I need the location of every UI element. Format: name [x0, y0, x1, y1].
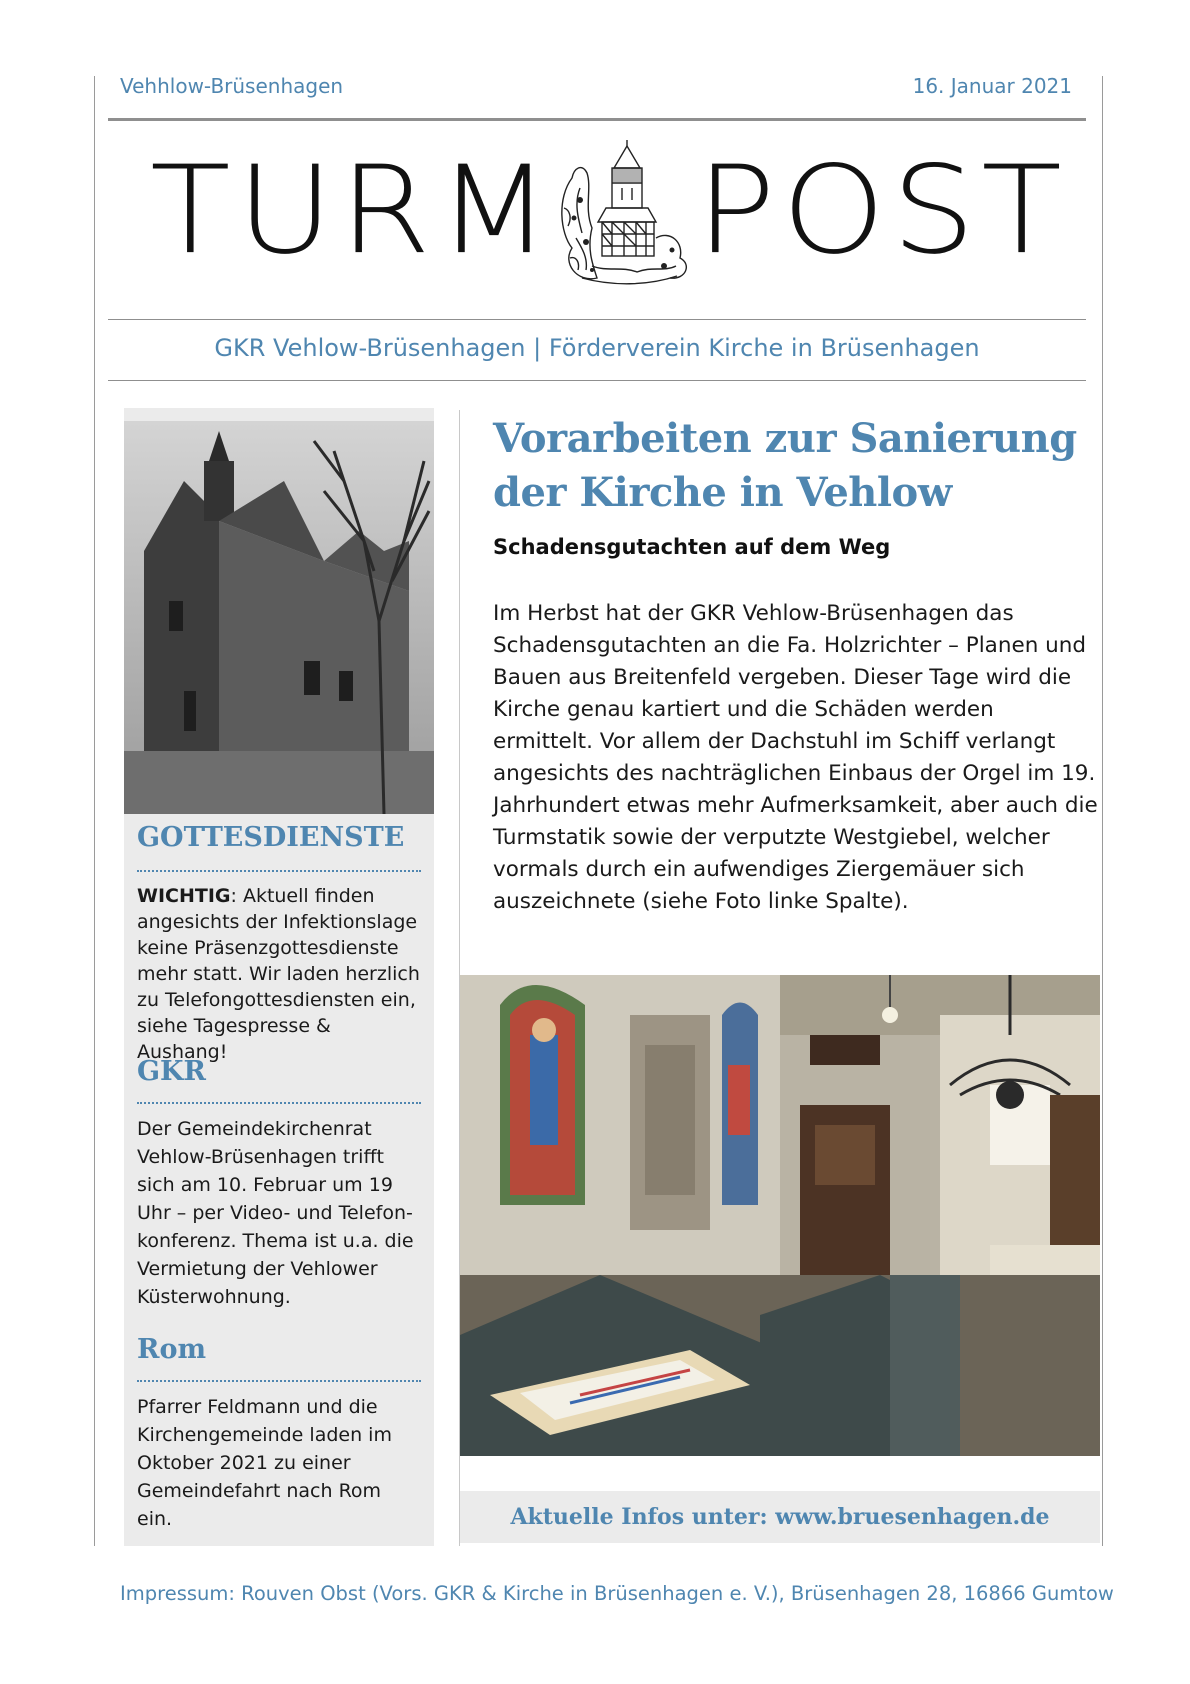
header-date: 16. Januar 2021: [912, 74, 1072, 98]
article-body: Im Herbst hat der GKR Vehlow-Brüsenhagen das Schadensgutachten an die Fa. Holzrichter – Planen und Bauen aus Breitenfeld vergeben. Dieser Tage wird die Kirche genau kartiert und die Schäden werden ermittelt. Vor allem der Dachstuhl im Schiff verlangt angesichts des nachträglichen Einbaus der Orgel im 19. Jahrhundert etwas mehr Aufmerksamkeit, aber auch die Turmstatik sowie der verputzte Westgiebel, welcher vormals durch ein aufwendiges Ziergemäuer sich auszeichnete (siehe Foto linke Spalte).: [493, 601, 1098, 914]
masthead-word-left: TURM: [150, 139, 557, 282]
sidebar-text-gottesdienste: [137, 883, 421, 1065]
church-interior-photo: [460, 975, 1100, 1456]
sidebar-text-rom: Pfarrer Feldmann und die Kirchengemeinde laden im Oktober 2021 zu einer Gemeindefahrt nach Rom ein.: [137, 1396, 392, 1530]
article-headline: Vorarbeiten zur Sanierung der Kirche in Vehlow: [493, 415, 1077, 516]
church-tower-drawing-icon: [552, 138, 702, 290]
sidebar-text-gkr: Der Gemeindekirchenrat Vehlow-Brüsenhagen trifft sich am 10. Februar um 19 Uhr – per Video- und Telefon-konferenz. Thema ist u.a. die Vermietung der Vehlower Küsterwohnung.: [137, 1118, 414, 1308]
subheading-rule-top: [108, 319, 1086, 320]
sidebar-divider: [137, 1102, 421, 1104]
sidebar-body-gottesdienste: : Aktuell finden angesichts der Infektionslage keine Präsenzgottesdienste mehr statt. Wir laden herzlich zu Telefongottesdiensten ein, siehe Tagespresse & Aushang!: [137, 885, 420, 1063]
sidebar-title-gkr: GKR: [137, 1056, 206, 1087]
subheading-rule-bottom: [108, 380, 1086, 381]
subheading: GKR Vehlow-Brüsenhagen | Förderverein Kirche in Brüsenhagen: [214, 334, 980, 362]
sidebar-divider: [137, 1380, 421, 1382]
page-frame-right: [1102, 76, 1103, 1546]
sidebar-divider: [137, 870, 421, 872]
sidebar-lead-wichtig: WICHTIG: [137, 885, 231, 907]
church-photo-bw: [124, 421, 434, 814]
header-rule: [108, 118, 1086, 121]
footer-impressum: Impressum: Rouven Obst (Vors. GKR & Kirche in Brüsenhagen e. V.), Brüsenhagen 28, 16866 Gumtow: [120, 1582, 1114, 1605]
article-deck: Schadensgutachten auf dem Weg: [493, 535, 891, 559]
info-bar-link[interactable]: Aktuelle Infos unter: www.bruesenhagen.de: [510, 1504, 1050, 1530]
page-frame-left: [94, 76, 95, 1546]
sidebar-title-gottesdienste: GOTTESDIENSTE: [137, 822, 405, 853]
sidebar-title-rom: Rom: [137, 1334, 207, 1365]
header-place: Vehhlow-Brüsenhagen: [120, 74, 344, 98]
masthead-word-right: POST: [696, 139, 1068, 282]
